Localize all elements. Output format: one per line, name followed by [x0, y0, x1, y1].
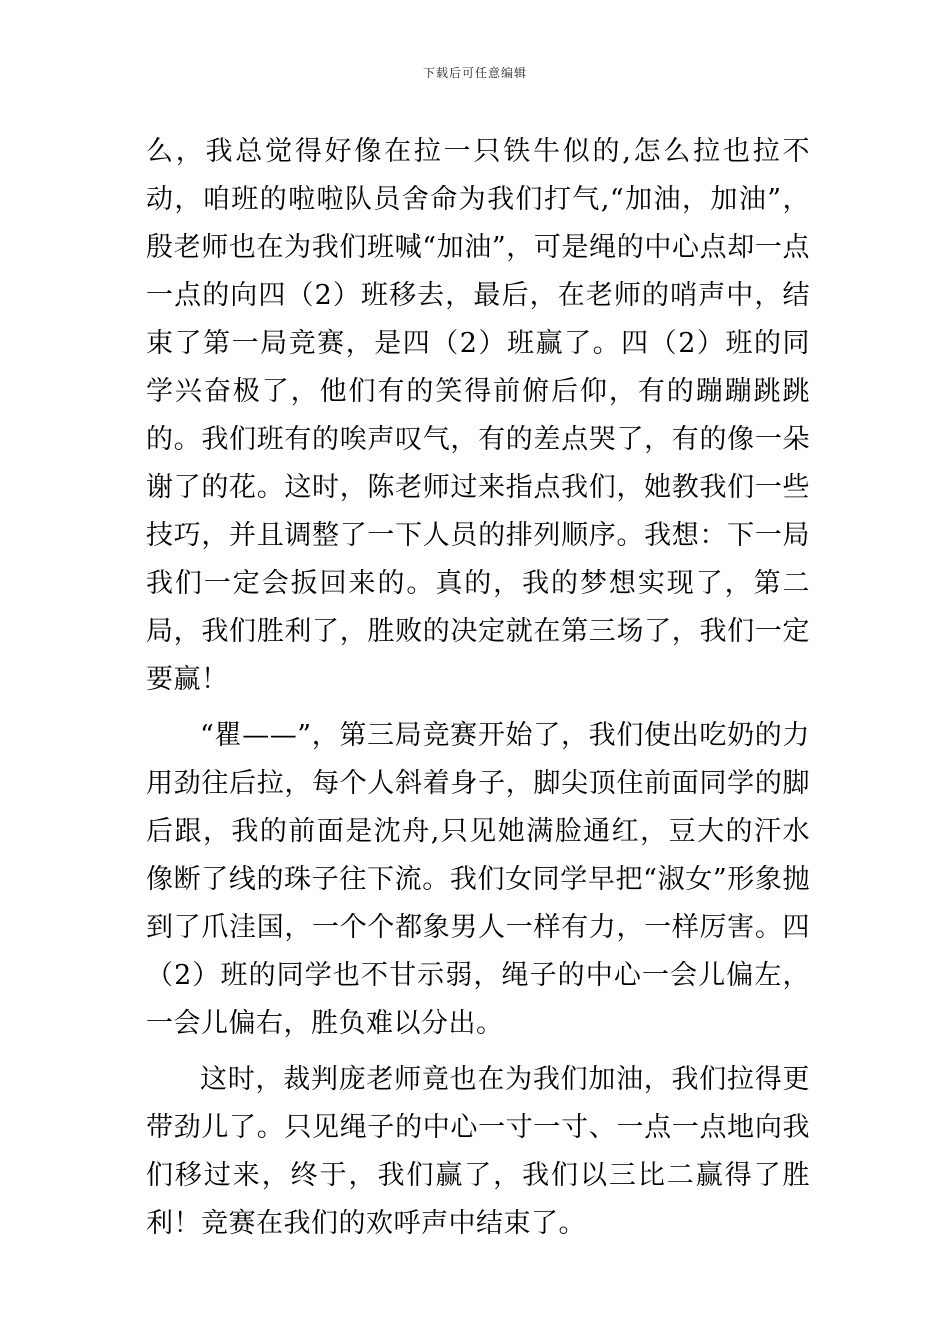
paragraph-2: “瞿——”，第三局竞赛开始了，我们使出吃奶的力用劲往后拉，每个人斜着身子，脚尖顶住前面同学的脚后跟，我的前面是沈舟,只见她满脸通红，豆大的汗水像断了线的珠子往下流。我们女同学早把“淑女”形象抛到了爪洼国，一个个都象男人一样有力，一样厉害。四（2）班的同学也不甘示弱，绳子的中心一会儿偏左，一会儿偏右，胜负难以分出。: [146, 720, 810, 1039]
page-header: 下载后可任意编辑: [422, 66, 527, 80]
paragraph-1: 么，我总觉得好像在拉一只铁牛似的,怎么拉也拉不动，咱班的啦啦队员舍命为我们打气,“加油，加油”，殷老师也在为我们班喊“加油”，可是绳的中心点却一点一点的向四（2）班移去，最后，在老师的哨声中，结束了第一局竞赛，是四（2）班赢了。四（2）班的同学兴奋极了，他们有的笑得前俯后仰，有的蹦蹦跳跳的。我们班有的唉声叹气，有的差点哭了，有的像一朵谢了的花。这时，陈老师过来指点我们，她教我们一些技巧，并且调整了一下人员的排列顺序。我想：下一局我们一定会扳回来的。真的，我的梦想实现了，第二局，我们胜利了，胜败的决定就在第三场了，我们一定要赢！: [146, 136, 810, 695]
paragraph-3: 这时，裁判庞老师竟也在为我们加油，我们拉得更带劲儿了。只见绳子的中心一寸一寸、一点一点地向我们移过来，终于，我们赢了，我们以三比二赢得了胜利！竞赛在我们的欢呼声中结束了。: [146, 1064, 810, 1239]
document-body: [146, 128, 810, 1256]
